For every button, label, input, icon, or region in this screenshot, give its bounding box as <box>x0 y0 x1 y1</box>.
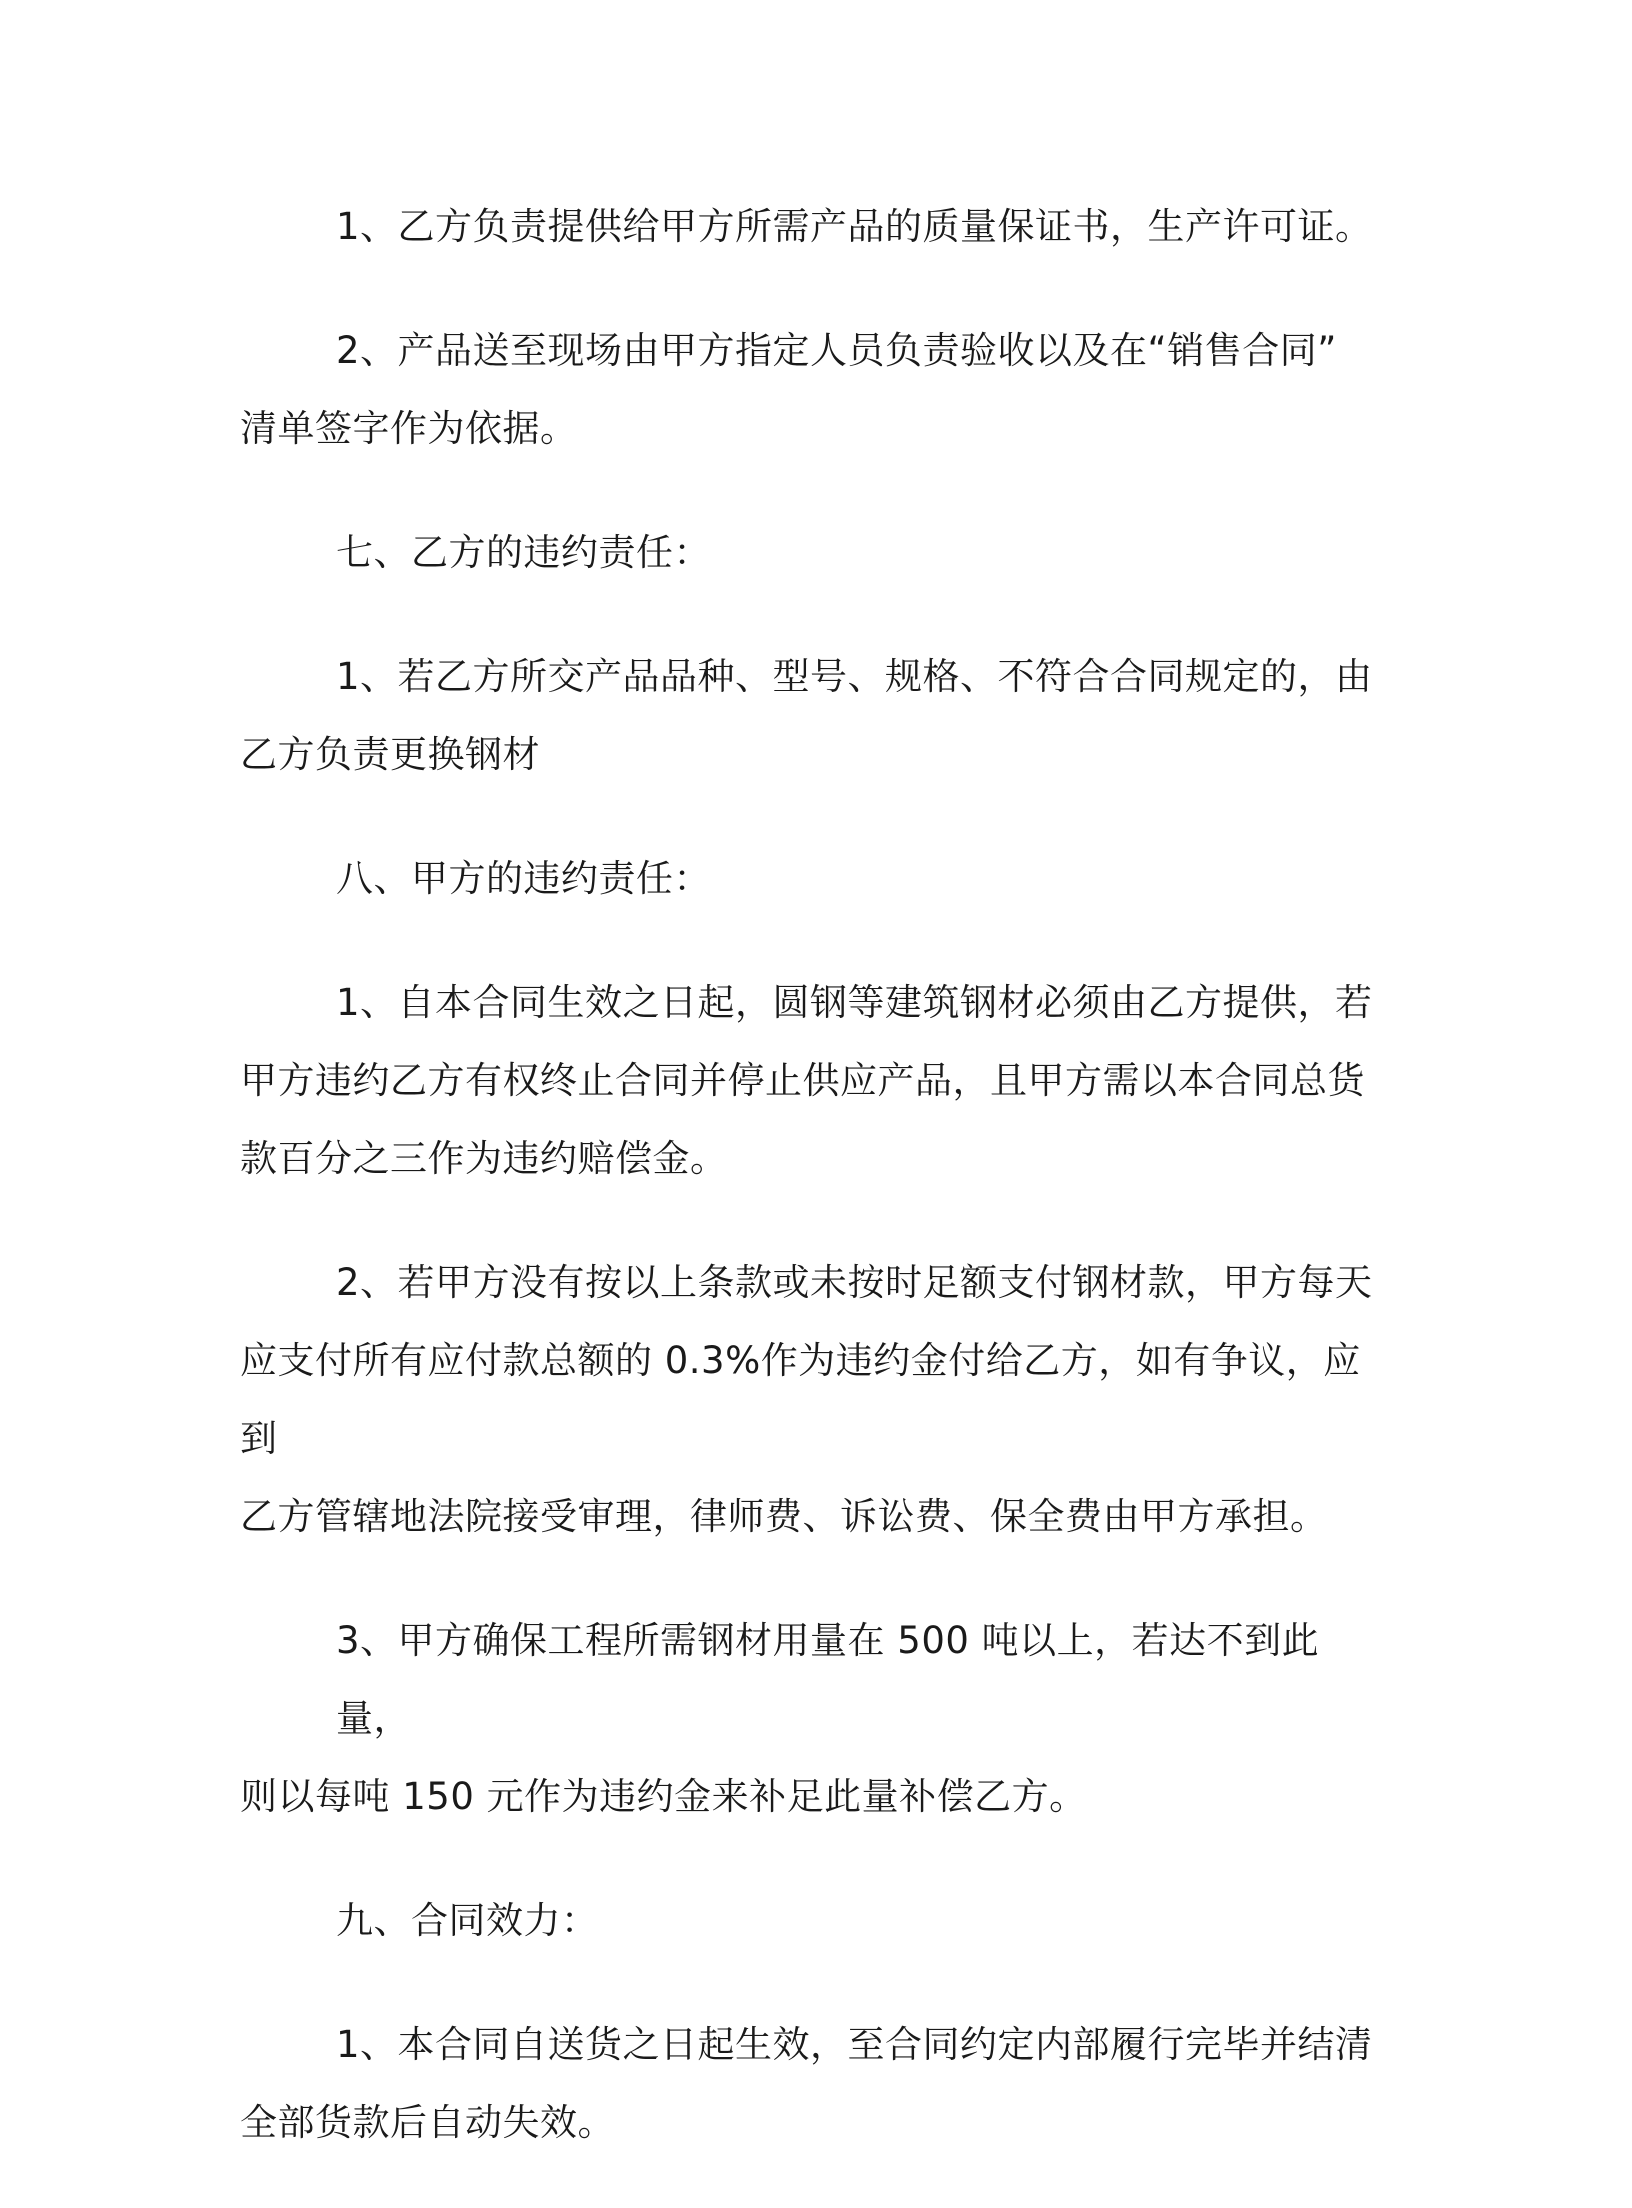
paragraph-line: 1、乙方负责提供给甲方所需产品的质量保证书，生产许可证。 <box>336 205 1373 248</box>
paragraph-line: 乙方管辖地法院接受审理，律师费、诉讼费、保全费由甲方承担。 <box>240 1495 1328 1538</box>
paragraph-line: 则以每吨 150 元作为违约金来补足此量补偿乙方。 <box>240 1775 1087 1818</box>
section-heading-9 <box>240 1882 1380 1960</box>
paragraph-5 <box>240 1244 1380 1556</box>
paragraph-line: 1、自本合同生效之日起，圆钢等建筑钢材必须由乙方提供，若 <box>336 981 1373 1024</box>
paragraph-line: 全部货款后自动失效。 <box>240 2101 615 2144</box>
paragraph-line: 应支付所有应付款总额的 0.3%作为违约金付给乙方，如有争议，应到 <box>240 1339 1361 1460</box>
section-heading-8 <box>240 840 1380 918</box>
paragraph-line: 乙方负责更换钢材 <box>240 733 540 776</box>
section-heading-text: 九、合同效力： <box>336 1899 599 1942</box>
paragraph-line: 3、甲方确保工程所需钢材用量在 500 吨以上，若达不到此量， <box>336 1619 1320 1740</box>
paragraph-line: 款百分之三作为违约赔偿金。 <box>240 1137 728 1180</box>
paragraph-2 <box>240 312 1380 468</box>
paragraph-6 <box>240 1602 1380 1836</box>
document-body <box>240 188 1380 2208</box>
section-heading-7 <box>240 514 1380 592</box>
section-heading-text: 七、乙方的违约责任： <box>336 531 711 574</box>
paragraph-4 <box>240 964 1380 1198</box>
paragraph-line: 2、产品送至现场由甲方指定人员负责验收以及在“销售合同” <box>336 329 1337 372</box>
paragraph-line: 1、若乙方所交产品品种、型号、规格、不符合合同规定的，由 <box>336 655 1373 698</box>
paragraph-3 <box>240 638 1380 794</box>
paragraph-line: 1、本合同自送货之日起生效，至合同约定内部履行完毕并结清 <box>336 2023 1373 2066</box>
paragraph-7 <box>240 2006 1380 2162</box>
paragraph-line: 甲方违约乙方有权终止合同并停止供应产品，且甲方需以本合同总货 <box>240 1059 1365 1102</box>
paragraph-line: 2、若甲方没有按以上条款或未按时足额支付钢材款，甲方每天 <box>336 1261 1373 1304</box>
section-heading-text: 八、甲方的违约责任： <box>336 857 711 900</box>
paragraph-line: 清单签字作为依据。 <box>240 407 578 450</box>
paragraph-1 <box>240 188 1380 266</box>
